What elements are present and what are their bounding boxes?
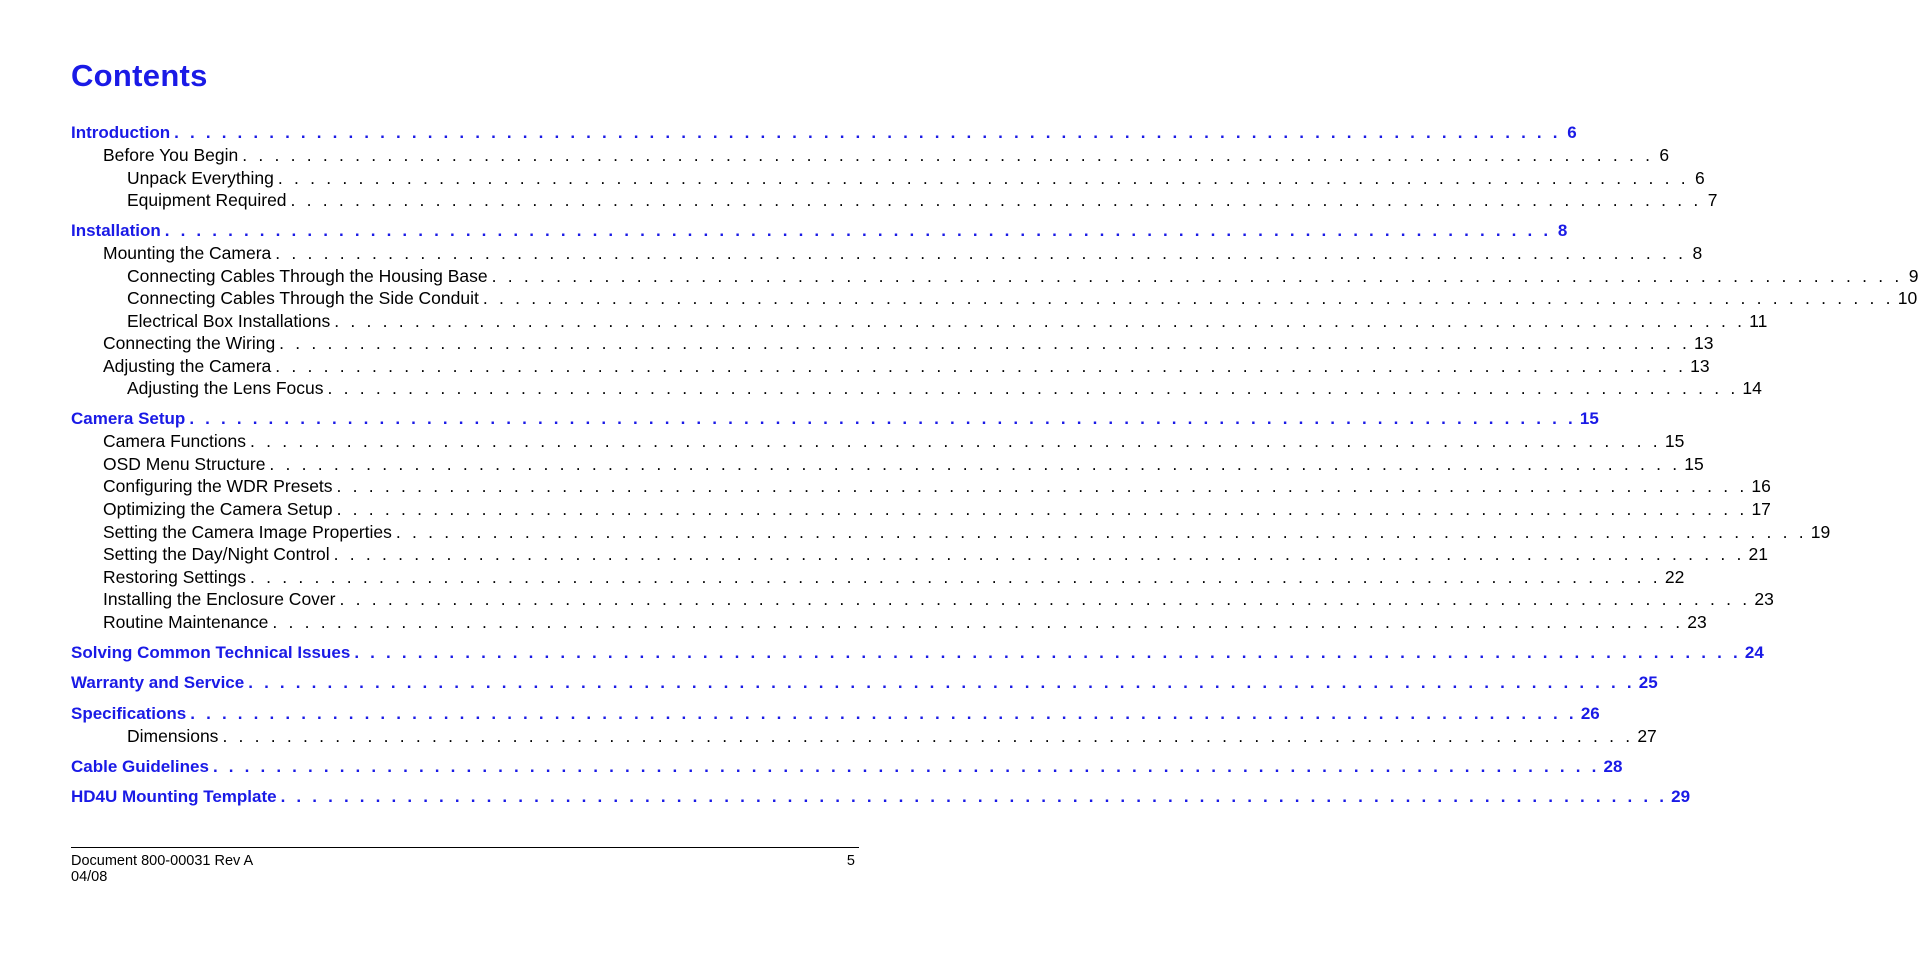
toc-entry-level-3[interactable] — [127, 189, 1718, 211]
toc-dot-leader: . . . . . . . . . . . . . . . . . . . . . . . . . . . . . . . . . . . . . . . . . . . . . . . . . . . . . . . . . . . . . . . . . . . . . . . . . . . . . . . . . . . . . . . . — [279, 333, 1691, 353]
toc-entry-page-number: 17 — [1751, 499, 1771, 519]
toc-entry-label: HD4U Mounting Template — [71, 787, 277, 806]
toc-dot-leader: . . . . . . . . . . . . . . . . . . . . . . . . . . . . . . . . . . . . . . . . . . . . . . . . . . . . . . . . . . . . . . . . . . . . . . . . . . . . . . . . . . . . . . . . — [327, 378, 1739, 398]
toc-dot-leader: . . . . . . . . . . . . . . . . . . . . . . . . . . . . . . . . . . . . . . . . . . . . . . . . . . . . . . . . . . . . . . . . . . . . . . . . . . . . . . . . . . . . . . . . — [250, 567, 1661, 587]
toc-entry-page-number: 29 — [1671, 787, 1691, 806]
toc-entry-level-1[interactable] — [71, 672, 1658, 694]
toc-dot-leader: . . . . . . . . . . . . . . . . . . . . . . . . . . . . . . . . . . . . . . . . . . . . . . . . . . . . . . . . . . . . . . . . . . . . . . . . . . . . . . . . . . . . . . . . — [280, 787, 1668, 806]
toc-entry-page-number: 25 — [1638, 673, 1658, 692]
toc-entry-label: Adjusting the Camera — [103, 356, 272, 376]
toc-dot-leader: . . . . . . . . . . . . . . . . . . . . . . . . . . . . . . . . . . . . . . . . . . . . . . . . . . . . . . . . . . . . . . . . . . . . . . . . . . . . . . . . . . . . . . . . — [272, 612, 1684, 632]
toc-dot-leader: . . . . . . . . . . . . . . . . . . . . . . . . . . . . . . . . . . . . . . . . . . . . . . . . . . . . . . . . . . . . . . . . . . . . . . . . . . . . . . . . . . . . . . . . — [248, 673, 1635, 692]
toc-entry-page-number: 14 — [1742, 378, 1762, 398]
toc-entry-page-number: 10 — [1897, 288, 1918, 308]
toc-dot-leader: . . . . . . . . . . . . . . . . . . . . . . . . . . . . . . . . . . . . . . . . . . . . . . . . . . . . . . . . . . . . . . . . . . . . . . . . . . . . . . . . . . . . . . . . — [491, 266, 1903, 286]
toc-entry-label: Restoring Settings — [103, 567, 246, 587]
toc-entry-page-number: 13 — [1690, 356, 1710, 376]
toc-entry-label: Solving Common Technical Issues — [71, 643, 351, 662]
toc-entry-level-1[interactable] — [71, 408, 1599, 430]
footer-page-number: 5 — [846, 853, 855, 869]
toc-entry-page-number: 6 — [1695, 168, 1705, 188]
toc-entry-page-number: 27 — [1637, 726, 1657, 746]
toc-entry-level-2[interactable] — [103, 475, 1771, 497]
toc-dot-leader: . . . . . . . . . . . . . . . . . . . . . . . . . . . . . . . . . . . . . . . . . . . . . . . . . . . . . . . . . . . . . . . . . . . . . . . . . . . . . . . . . . . . . . . . — [275, 356, 1687, 376]
toc-entry-level-1[interactable] — [71, 642, 1764, 664]
toc-dot-leader: . . . . . . . . . . . . . . . . . . . . . . . . . . . . . . . . . . . . . . . . . . . . . . . . . . . . . . . . . . . . . . . . . . . . . . . . . . . . . . . . . . . . . . . . — [395, 522, 1807, 542]
toc-dot-leader: . . . . . . . . . . . . . . . . . . . . . . . . . . . . . . . . . . . . . . . . . . . . . . . . . . . . . . . . . . . . . . . . . . . . . . . . . . . . . . . . . . . . . . . . — [189, 409, 1576, 428]
toc-entry-label: Optimizing the Camera Setup — [103, 499, 333, 519]
toc-entry-page-number: 9 — [1908, 266, 1918, 286]
toc-entry-level-2[interactable] — [103, 332, 1714, 354]
toc-entry-label: Camera Functions — [103, 431, 246, 451]
toc-entry-page-number: 13 — [1694, 333, 1714, 353]
toc-entry-label: Mounting the Camera — [103, 243, 272, 263]
toc-entry-label: Connecting Cables Through the Side Conduit — [127, 288, 479, 308]
toc-entry-label: Installation — [71, 221, 161, 240]
toc-entry-level-2[interactable] — [103, 588, 1774, 610]
toc-entry-level-2[interactable] — [103, 611, 1707, 633]
toc-entry-label: Specifications — [71, 704, 187, 723]
toc-entry-label: Configuring the WDR Presets — [103, 476, 333, 496]
toc-entry-label: Camera Setup — [71, 409, 186, 428]
toc-dot-leader: . . . . . . . . . . . . . . . . . . . . . . . . . . . . . . . . . . . . . . . . . . . . . . . . . . . . . . . . . . . . . . . . . . . . . . . . . . . . . . . . . . . . . . . . — [174, 123, 1561, 142]
toc-entry-label: Before You Begin — [103, 145, 239, 165]
toc-entry-page-number: 8 — [1557, 221, 1568, 240]
toc-dot-leader: . . . . . . . . . . . . . . . . . . . . . . . . . . . . . . . . . . . . . . . . . . . . . . . . . . . . . . . . . . . . . . . . . . . . . . . . . . . . . . . . . . . . . . . . — [249, 431, 1661, 451]
toc-entry-page-number: 19 — [1810, 522, 1831, 542]
toc-entry-level-2[interactable] — [103, 521, 1831, 543]
toc-dot-leader: . . . . . . . . . . . . . . . . . . . . . . . . . . . . . . . . . . . . . . . . . . . . . . . . . . . . . . . . . . . . . . . . . . . . . . . . . . . . . . . . . . . . . . . . — [354, 643, 1741, 662]
toc-entry-level-3[interactable] — [127, 287, 1918, 309]
toc-entry-page-number: 8 — [1692, 243, 1703, 263]
toc-entry-label: Warranty and Service — [71, 673, 245, 692]
footer-date: 04/08 — [71, 869, 108, 885]
toc-entry-level-1[interactable] — [71, 756, 1623, 778]
toc-entry-label: Electrical Box Installations — [127, 311, 331, 331]
toc-entry-label: Connecting the Wiring — [103, 333, 276, 353]
toc-entry-page-number: 21 — [1748, 544, 1768, 564]
toc-entry-label: Setting the Camera Image Properties — [103, 522, 392, 542]
toc-dot-leader: . . . . . . . . . . . . . . . . . . . . . . . . . . . . . . . . . . . . . . . . . . . . . . . . . . . . . . . . . . . . . . . . . . . . . . . . . . . . . . . . . . . . . . . . — [277, 168, 1689, 188]
toc-entry-page-number: 23 — [1687, 612, 1707, 632]
toc-entry-label: Equipment Required — [127, 190, 287, 210]
toc-entry-page-number: 28 — [1603, 757, 1623, 776]
toc-entry-level-2[interactable] — [103, 144, 1670, 166]
page-title: Contents — [71, 58, 208, 93]
toc-dot-leader: . . . . . . . . . . . . . . . . . . . . . . . . . . . . . . . . . . . . . . . . . . . . . . . . . . . . . . . . . . . . . . . . . . . . . . . . . . . . . . . . . . . . . . . . — [222, 726, 1634, 746]
toc-entry-page-number: 15 — [1664, 431, 1685, 451]
toc-entry-label: Installing the Enclosure Cover — [103, 589, 336, 609]
toc-dot-leader: . . . . . . . . . . . . . . . . . . . . . . . . . . . . . . . . . . . . . . . . . . . . . . . . . . . . . . . . . . . . . . . . . . . . . . . . . . . . . . . . . . . . . . . . — [336, 476, 1748, 496]
toc-dot-leader: . . . . . . . . . . . . . . . . . . . . . . . . . . . . . . . . . . . . . . . . . . . . . . . . . . . . . . . . . . . . . . . . . . . . . . . . . . . . . . . . . . . . . . . . — [212, 757, 1600, 776]
toc-entry-level-2[interactable] — [103, 453, 1704, 475]
toc-entry-level-2[interactable] — [103, 430, 1685, 452]
toc-dot-leader: . . . . . . . . . . . . . . . . . . . . . . . . . . . . . . . . . . . . . . . . . . . . . . . . . . . . . . . . . . . . . . . . . . . . . . . . . . . . . . . . . . . . . . . . — [482, 288, 1894, 308]
toc-dot-leader: . . . . . . . . . . . . . . . . . . . . . . . . . . . . . . . . . . . . . . . . . . . . . . . . . . . . . . . . . . . . . . . . . . . . . . . . . . . . . . . . . . . . . . . . — [275, 243, 1687, 263]
toc-entry-level-1[interactable] — [71, 703, 1600, 725]
toc-entry-label: Connecting Cables Through the Housing Base — [127, 266, 488, 286]
toc-entry-page-number: 26 — [1580, 704, 1600, 723]
toc-entry-level-3[interactable] — [127, 310, 1768, 332]
toc-dot-leader: . . . . . . . . . . . . . . . . . . . . . . . . . . . . . . . . . . . . . . . . . . . . . . . . . . . . . . . . . . . . . . . . . . . . . . . . . . . . . . . . . . . . . . . . — [334, 311, 1746, 331]
toc-entry-page-number: 7 — [1707, 190, 1718, 210]
toc-entry-level-3[interactable] — [127, 377, 1762, 399]
toc-entry-level-2[interactable] — [103, 543, 1768, 565]
toc-dot-leader: . . . . . . . . . . . . . . . . . . . . . . . . . . . . . . . . . . . . . . . . . . . . . . . . . . . . . . . . . . . . . . . . . . . . . . . . . . . . . . . . . . . . . . . . — [333, 544, 1745, 564]
toc-entry-level-1[interactable] — [71, 220, 1568, 242]
toc-entry-page-number: 15 — [1579, 409, 1599, 428]
toc-entry-label: Setting the Day/Night Control — [103, 544, 330, 564]
toc-entry-label: OSD Menu Structure — [103, 454, 266, 474]
toc-entry-label: Unpack Everything — [127, 168, 274, 188]
toc-entry-level-2[interactable] — [103, 355, 1710, 377]
toc-entry-label: Introduction — [71, 123, 171, 142]
toc-entry-page-number: 24 — [1744, 643, 1764, 662]
toc-entry-page-number: 16 — [1751, 476, 1771, 496]
toc-dot-leader: . . . . . . . . . . . . . . . . . . . . . . . . . . . . . . . . . . . . . . . . . . . . . . . . . . . . . . . . . . . . . . . . . . . . . . . . . . . . . . . . . . . . . . . . — [190, 704, 1577, 723]
toc-entry-label: Cable Guidelines — [71, 757, 209, 776]
toc-dot-leader: . . . . . . . . . . . . . . . . . . . . . . . . . . . . . . . . . . . . . . . . . . . . . . . . . . . . . . . . . . . . . . . . . . . . . . . . . . . . . . . . . . . . . . . . — [339, 589, 1751, 609]
toc-entry-page-number: 11 — [1749, 311, 1768, 331]
toc-entry-page-number: 6 — [1659, 145, 1670, 165]
toc-dot-leader: . . . . . . . . . . . . . . . . . . . . . . . . . . . . . . . . . . . . . . . . . . . . . . . . . . . . . . . . . . . . . . . . . . . . . . . . . . . . . . . . . . . . . . . . — [290, 190, 1702, 210]
toc-entry-level-1[interactable] — [71, 122, 1577, 144]
toc-dot-leader: . . . . . . . . . . . . . . . . . . . . . . . . . . . . . . . . . . . . . . . . . . . . . . . . . . . . . . . . . . . . . . . . . . . . . . . . . . . . . . . . . . . . . . . . — [242, 145, 1654, 165]
toc-entry-page-number: 23 — [1754, 589, 1774, 609]
toc-dot-leader: . . . . . . . . . . . . . . . . . . . . . . . . . . . . . . . . . . . . . . . . . . . . . . . . . . . . . . . . . . . . . . . . . . . . . . . . . . . . . . . . . . . . . . . . — [269, 454, 1681, 474]
toc-entry-label: Routine Maintenance — [103, 612, 269, 632]
toc-dot-leader: . . . . . . . . . . . . . . . . . . . . . . . . . . . . . . . . . . . . . . . . . . . . . . . . . . . . . . . . . . . . . . . . . . . . . . . . . . . . . . . . . . . . . . . . — [164, 221, 1552, 240]
toc-entry-level-2[interactable] — [103, 498, 1771, 520]
toc-entry-page-number: 6 — [1567, 123, 1577, 142]
toc-entry-page-number: 22 — [1664, 567, 1685, 587]
toc-entry-level-1[interactable] — [71, 786, 1691, 808]
toc-entry-label: Dimensions — [127, 726, 219, 746]
toc-entry-label: Adjusting the Lens Focus — [127, 378, 324, 398]
footer-divider — [71, 847, 859, 848]
toc-entry-level-2[interactable] — [103, 242, 1703, 264]
footer-document-number: Document 800-00031 Rev A — [71, 853, 254, 869]
footer-document-info — [71, 853, 253, 885]
toc-entry-level-2[interactable] — [103, 566, 1685, 588]
toc-dot-leader: . . . . . . . . . . . . . . . . . . . . . . . . . . . . . . . . . . . . . . . . . . . . . . . . . . . . . . . . . . . . . . . . . . . . . . . . . . . . . . . . . . . . . . . . — [336, 499, 1748, 519]
toc-entry-page-number: 15 — [1684, 454, 1704, 474]
toc-entry-level-3[interactable] — [127, 167, 1705, 189]
toc-entry-level-3[interactable] — [127, 265, 1918, 287]
toc-entry-level-3[interactable] — [127, 725, 1657, 747]
